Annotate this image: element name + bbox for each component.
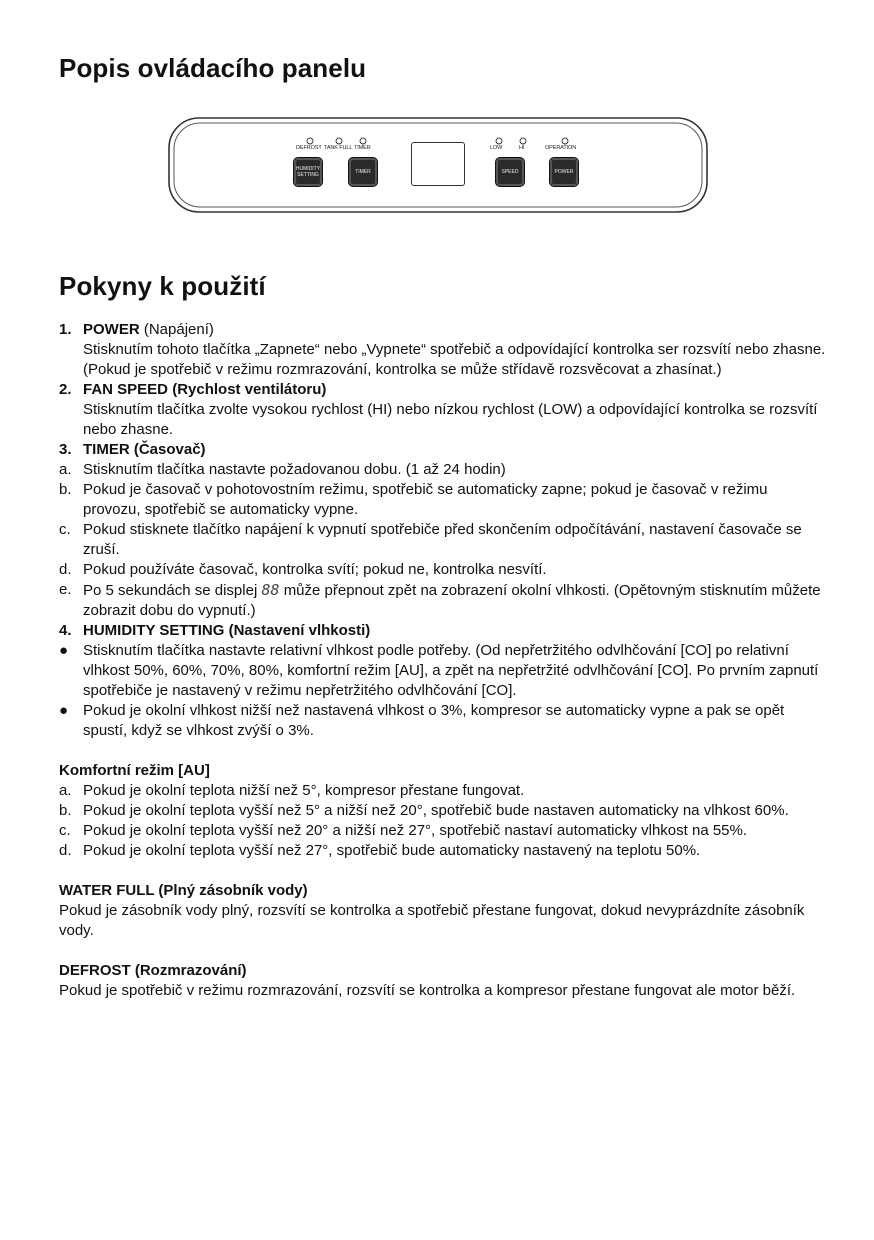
defrost-led-label: DEFROST <box>296 145 322 151</box>
list-item: d. Pokud používáte časovač, kontrolka svítí; pokud ne, kontrolka nesvítí. <box>59 561 547 578</box>
list-item: b. Pokud je časovač v pohotovostním režimu, spotřebič se automaticky zapne; pokud je časovač v režimu provozu, spotřebič se automaticky vypne. <box>59 481 768 518</box>
water-full-text: Pokud je zásobník vody plný, rozsvítí se kontrolka a spotřebič přestane fungovat, dokud nevyprázdníte zásobník vody. <box>59 902 805 939</box>
humidity-item-title-cz: (Nastavení vlhkosti) <box>228 622 371 639</box>
bullet-icon: ● <box>59 702 69 719</box>
timer-item-title: TIMER <box>83 441 130 458</box>
operation-led-label: OPERATION <box>545 145 577 151</box>
list-item: ● Stisknutím tlačítka nastavte relativní vlhkost podle potřeby. (Od nepřetržitého odvlhčování [CO] po relativní vlhkost 50%, 60%, 70%, 80%, komfortní režim [AU], a zpět na nepřetržité odvlhčování [CO]. Po prvním zapnutí spotřebiče je nastavený v režimu nepřetržitého odvlhčování [CO]. <box>59 642 819 699</box>
defrost-title: DEFROST (Rozmrazování) <box>59 962 247 979</box>
instructions <box>59 320 829 1001</box>
humidity-setting-item: 4. HUMIDITY SETTING (Nastavení vlhkosti) <box>59 622 371 639</box>
list-item: ● Pokud je okolní vlhkost nižší než nastavená vlhkost o 3%, kompresor se automaticky vypne a pak se opět spustí, když se vlhkost zvýší o 3%. <box>59 702 785 739</box>
power-button[interactable]: POWER <box>550 158 578 186</box>
fan-speed-item-title-cz: (Rychlost ventilátoru) <box>172 381 327 398</box>
power-item-title-cz: (Napájení) <box>143 321 214 338</box>
comfort-mode-title: Komfortní režim [AU] <box>59 762 210 779</box>
timer-led-label: TIMER <box>354 145 371 151</box>
fan-speed-item-title: FAN SPEED <box>83 381 169 398</box>
bullet-icon: ● <box>59 642 69 659</box>
humidity-setting-button-label: HUMIDITY SETTING <box>295 166 321 178</box>
list-item: a. Pokud je okolní teplota nižší než 5°, kompresor přestane fungovat. <box>59 782 525 799</box>
defrost-text: Pokud je spotřebič v režimu rozmrazování, rozsvítí se kontrolka a kompresor přestane fungovat ale motor běží. <box>59 982 796 999</box>
fan-speed-item: 2. FAN SPEED (Rychlost ventilátoru) Stisknutím tlačítka zvolte vysokou rychlost (HI) nebo nízkou rychlost (LOW) a odpovídající kontrolka se rozsvítí nebo zhasne. <box>59 380 829 440</box>
timer-button[interactable]: TIMER <box>349 158 377 186</box>
control-panel-illustration <box>168 116 708 214</box>
list-item: b. Pokud je okolní teplota vyšší než 5° a nižší než 20°, spotřebič bude nastaven automaticky na vlhkost 60%. <box>59 802 789 819</box>
list-item: c. Pokud je okolní teplota vyšší než 20° a nižší než 27°, spotřebič nastaví automaticky vlhkost na 55%. <box>59 822 748 839</box>
timer-item: 3. TIMER (Časovač) <box>59 441 206 458</box>
list-item: a. Stisknutím tlačítka nastavte požadovanou dobu. (1 až 24 hodin) <box>59 461 506 478</box>
section-title: Pokyny k použití <box>59 271 266 301</box>
water-full-title: WATER FULL (Plný zásobník vody) <box>59 882 308 899</box>
humidity-display <box>411 142 465 186</box>
power-item-text: Stisknutím tohoto tlačítka „Zapnete“ nebo „Vypnete“ spotřebič a odpovídající kontrolka ser rozsvítí nebo zhasne. (Pokud je spotřebič v režimu rozmrazování, kontrolka se může střídavě rozsvěcovat a zhasínat.) <box>83 341 826 378</box>
fan-speed-item-text: Stisknutím tlačítka zvolte vysokou rychlost (HI) nebo nízkou rychlost (LOW) a odpovídající kontrolka se rozsvítí nebo zhasne. <box>83 401 818 438</box>
list-item: e. Po 5 sekundách se displej 88 může přepnout zpět na zobrazení okolní vlhkosti. (Opětovným stisknutím můžete zobrazit dobu do vypnutí.) <box>59 581 821 619</box>
display-digits-glyph: 88 <box>261 581 280 599</box>
list-item: d. Pokud je okolní teplota vyšší než 27°, spotřebič bude automaticky nastavený na teplotu 50%. <box>59 842 701 859</box>
humidity-setting-button[interactable] <box>294 158 322 186</box>
list-item: c. Pokud stisknete tlačítko napájení k vypnutí spotřebiče před skončením odpočítávání, nastavení časovače se zruší. <box>59 521 802 558</box>
power-item-title: POWER <box>83 321 140 338</box>
speed-button[interactable]: SPEED <box>496 158 524 186</box>
humidity-item-title: HUMIDITY SETTING <box>83 622 225 639</box>
low-led-label: LOW <box>490 145 503 151</box>
timer-item-title-cz: (Časovač) <box>133 441 206 458</box>
tank-full-led-label: TANK FULL <box>324 145 353 151</box>
hi-led-label: HI <box>519 145 525 151</box>
page-title: Popis ovládacího panelu <box>59 53 367 83</box>
power-item: 1. POWER (Napájení) Stisknutím tohoto tlačítka „Zapnete“ nebo „Vypnete“ spotřebič a odpovídající kontrolka ser rozsvítí nebo zhasne. (Pokud je spotřebič v režimu rozmrazování, kontrolka se může střídavě rozsvěcovat a zhasínat.) <box>59 320 829 380</box>
